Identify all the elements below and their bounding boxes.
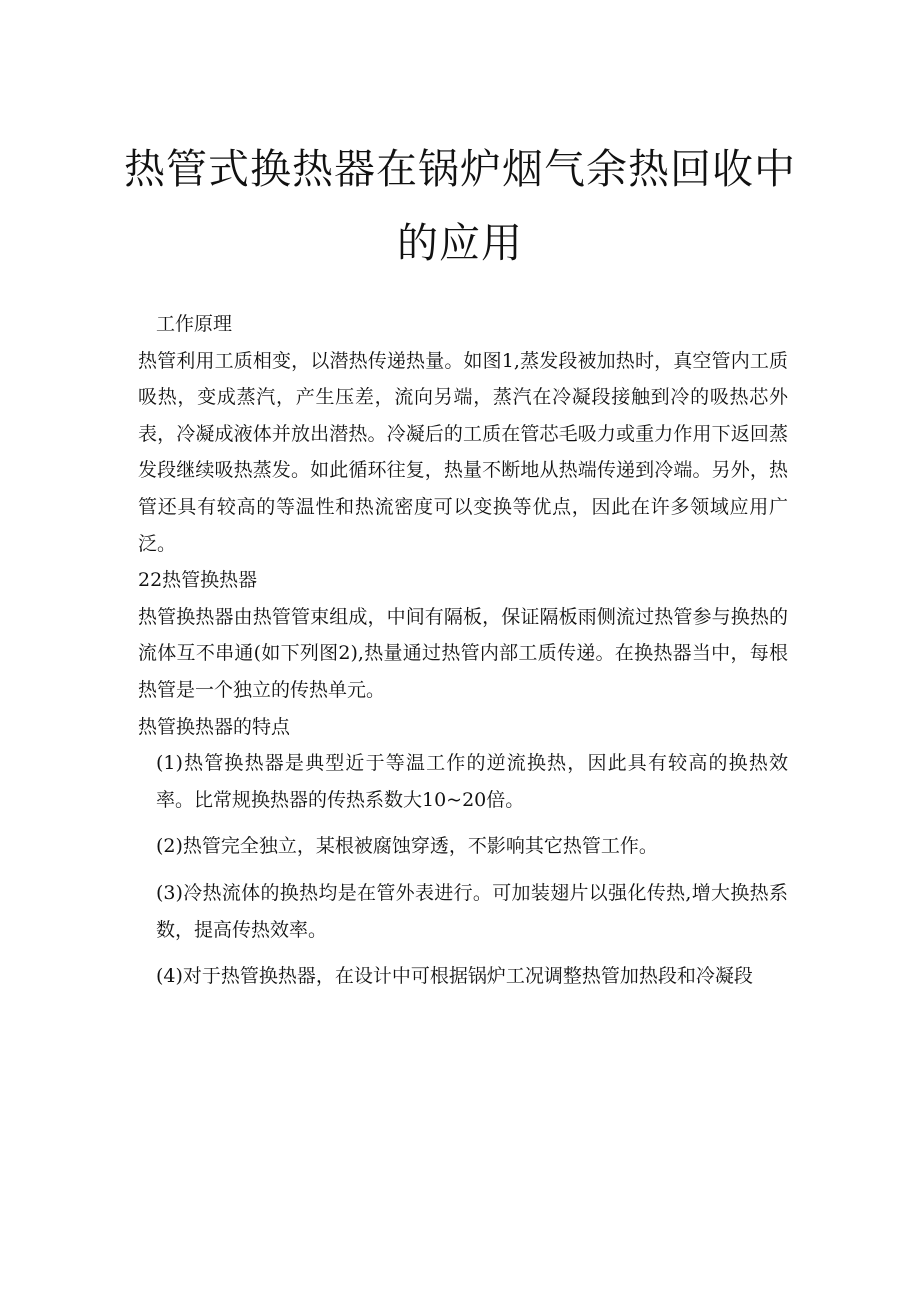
feature-item-2: (2)热管完全独立，某根被腐蚀穿透，不影响其它热管工作。	[156, 835, 658, 858]
section-heading-working-principle: 工作原理	[156, 313, 233, 335]
feature-item-4: (4)对于热管换热器，在设计中可根据锅炉工况调整热管加热段和冷凝段	[156, 965, 753, 988]
feature-item-1: (1)热管换热器是典型近于等温工作的逆流换热，因此具有较高的换热效率。比常规换热器的传热系数大10~20倍。	[156, 752, 788, 811]
document-title: 热管式换热器在锅炉烟气余热回收中的应用	[124, 145, 796, 267]
paragraph-working-principle: 热管利用工质相变，以潜热传递热量。如图1,蒸发段被加热时，真空管内工质吸热，变成蒸汽，产生压差，流向另端，蒸汽在冷凝段接触到冷的吸热芯外表，冷凝成液体并放出潜热。冷凝后的工质在管芯毛吸力或重力作用下返回蒸发段继续吸热蒸发。如此循环往复，热量不断地从热端传递到冷端。另外，热管还具有较高的等温性和热流密度可以变换等优点，因此在许多领域应用广泛。	[138, 349, 788, 555]
document-body	[138, 306, 788, 995]
section-heading-heat-pipe-exchanger: 22热管换热器	[138, 569, 258, 592]
paragraph-heat-pipe-exchanger: 热管换热器由热管管束组成，中间有隔板，保证隔板雨侧流过热管参与换热的流体互不串通(如下列图2),热量通过热管内部工质传递。在换热器当中，每根热管是一个独立的传热单元。	[138, 605, 788, 701]
section-heading-features: 热管换热器的特点	[138, 715, 291, 738]
feature-item-3: (3)冷热流体的换热均是在管外表进行。可加装翅片以强化传热,增大换热系数，提高传热效率。	[156, 881, 788, 941]
